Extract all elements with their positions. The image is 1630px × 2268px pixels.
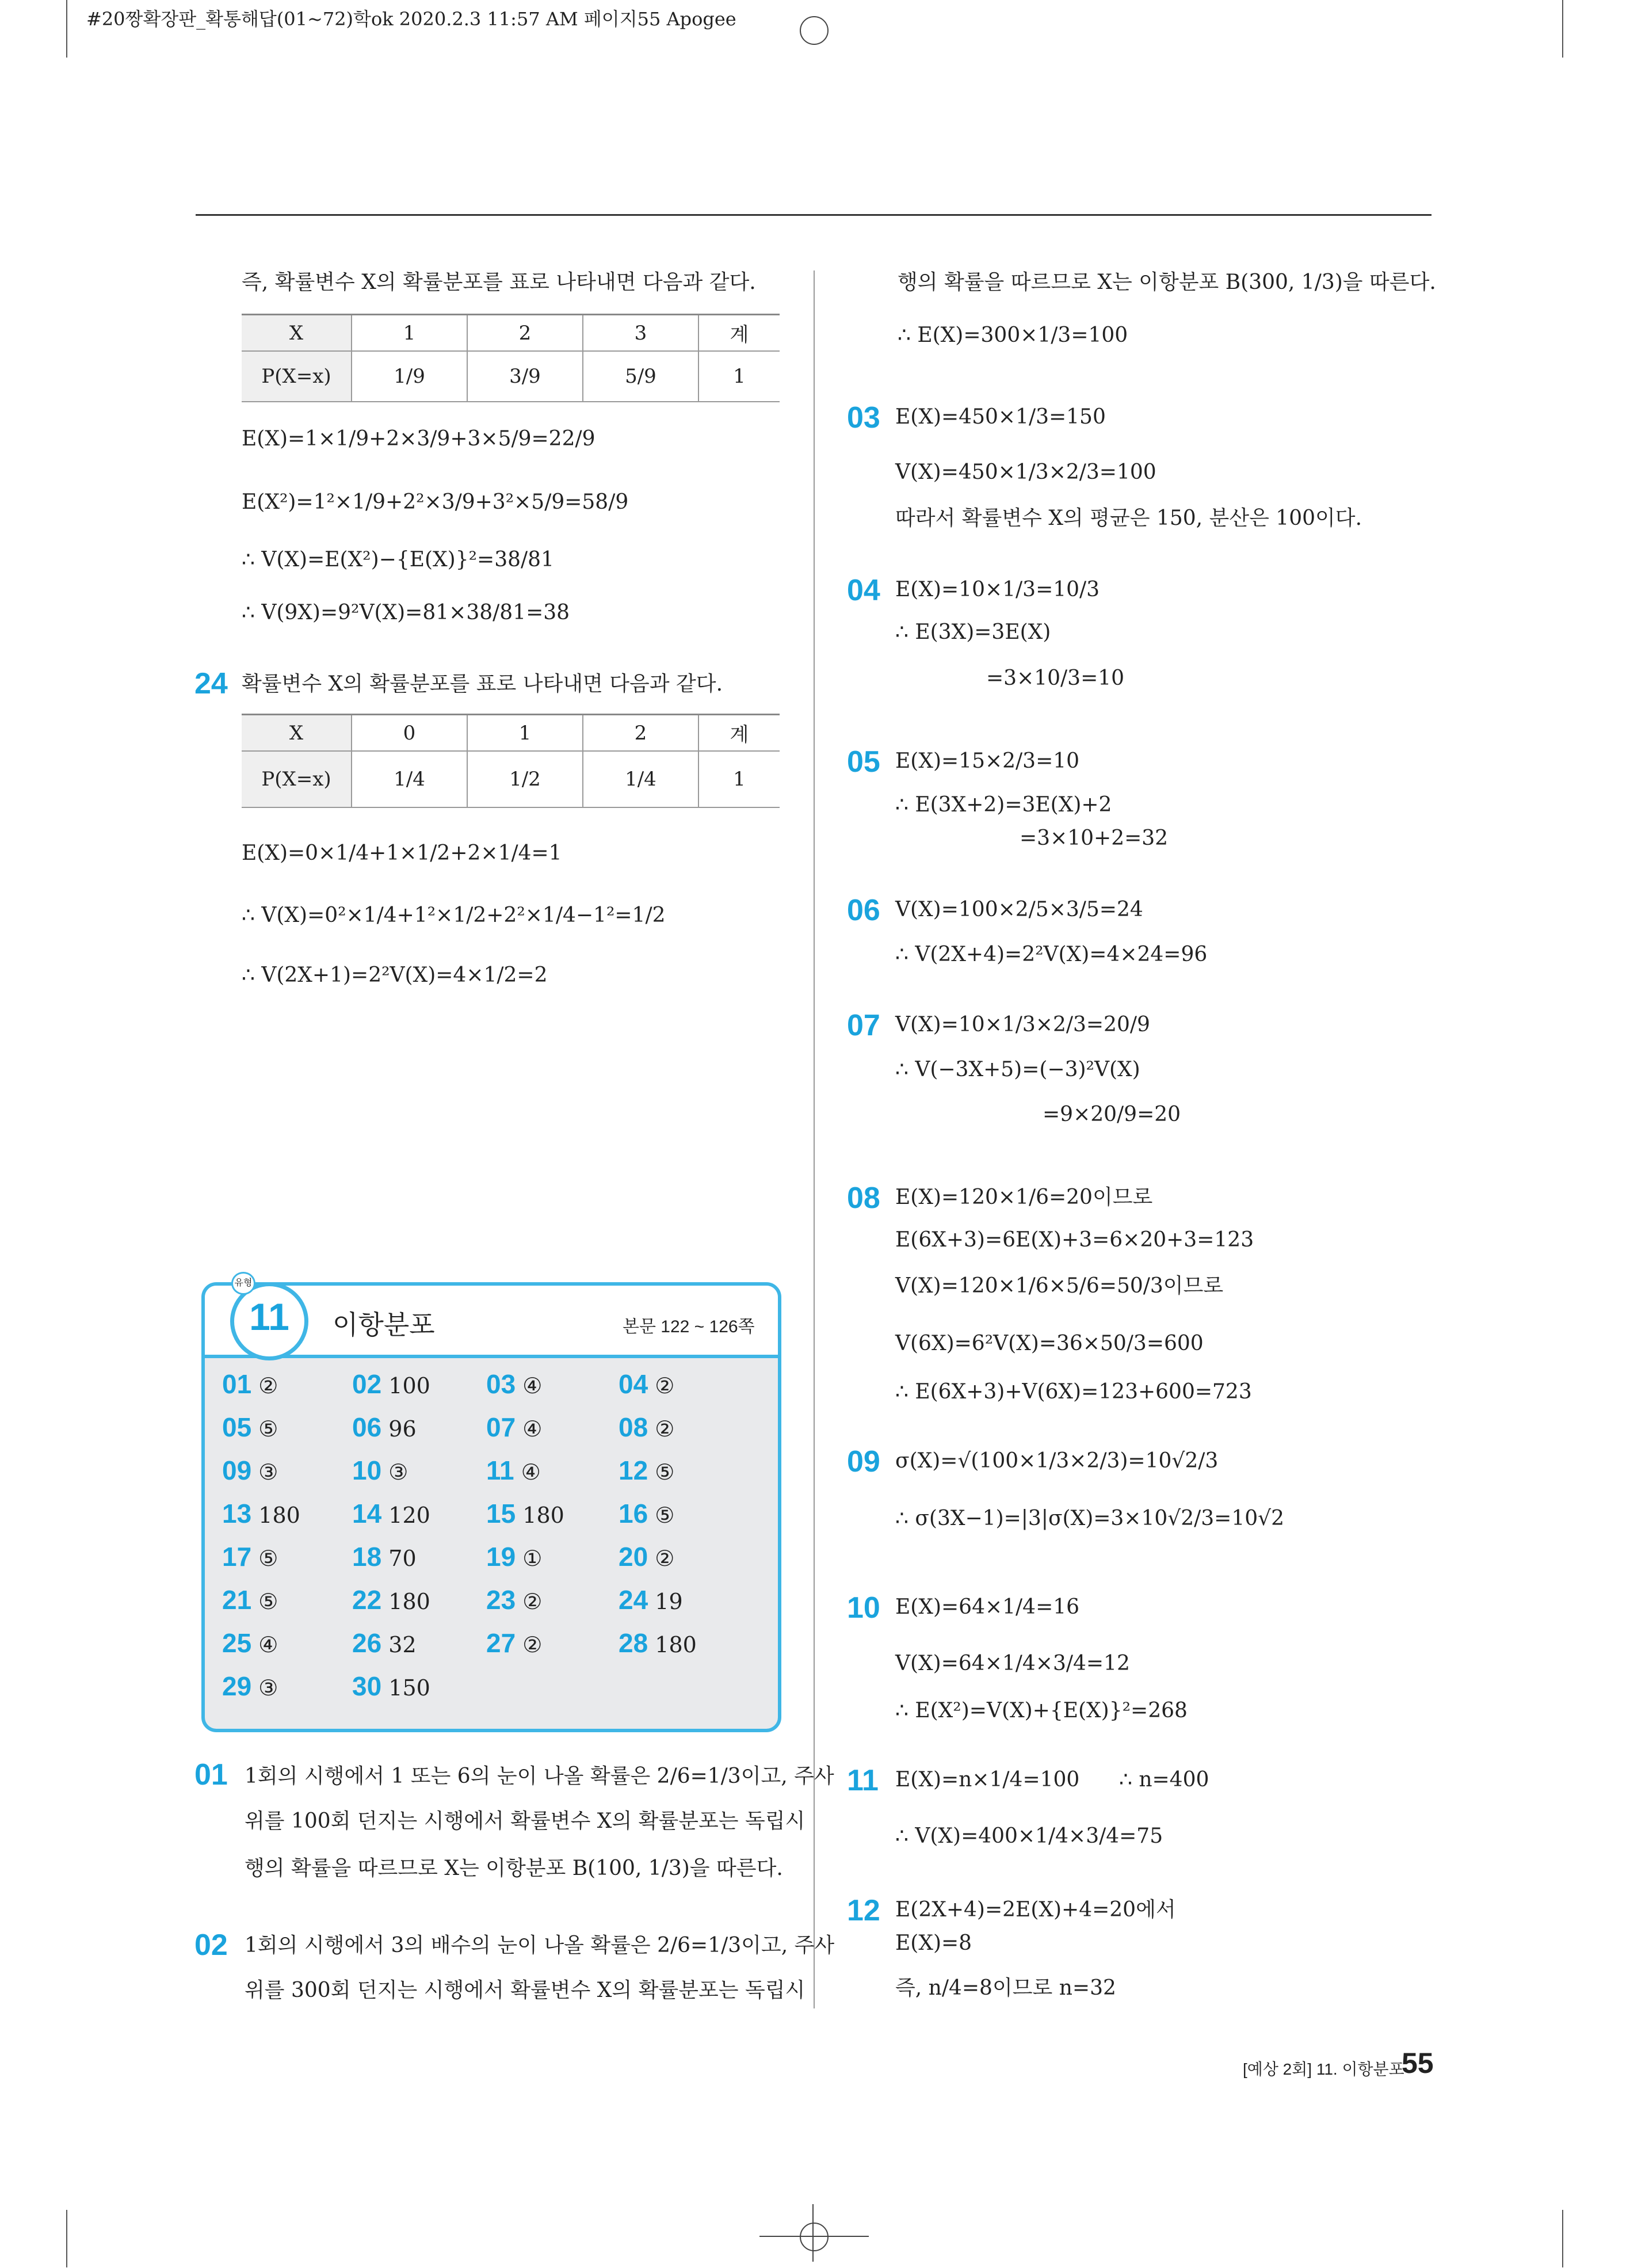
answer-item: 09 ③ [222, 1455, 278, 1485]
answer-item: 30 150 [352, 1671, 430, 1701]
table-cell: P(X=x) [242, 751, 352, 807]
answer-item: 20 ② [619, 1542, 675, 1572]
problem-number: 08 [847, 1181, 880, 1215]
table-cell: 1/4 [583, 751, 698, 807]
distribution-table-2 [242, 714, 780, 808]
solution-text: V(X)=10×1/3×2/3=20/9 [895, 1013, 1150, 1036]
solution-text: 위를 300회 던지는 시행에서 확률변수 X의 확률분포는 독립시 [245, 1979, 806, 2002]
equation: ∴ V(X)=0²×1/4+1²×1/2+2²×1/4−1²=1/2 [242, 904, 666, 927]
unit-title: 이항분포 [333, 1310, 435, 1340]
solution-text: ∴ σ(3X−1)=|3|σ(X)=3×10√2/3=10√2 [895, 1507, 1284, 1530]
table-cell: 1/4 [352, 751, 467, 807]
unit-page-ref: 본문 122 ~ 126쪽 [623, 1317, 755, 1336]
answer-item: 24 19 [619, 1585, 683, 1615]
problem-number: 03 [847, 401, 880, 434]
unit-tag: 유형 [231, 1272, 255, 1295]
solution-text: V(X)=450×1/3×2/3=100 [895, 460, 1156, 484]
solution-text: ∴ E(3X+2)=3E(X)+2 [895, 793, 1112, 817]
equation: ∴ V(X)=E(X²)−{E(X)}²=38/81 [242, 548, 554, 571]
solution-text: 즉, n/4=8이므로 n=32 [895, 1976, 1116, 2000]
solution-text: E(X)=15×2/3=10 [895, 749, 1080, 773]
problem-number: 11 [847, 1764, 879, 1797]
solution-text: E(X)=450×1/3=150 [895, 405, 1106, 429]
solution-text: 1회의 시행에서 3의 배수의 눈이 나올 확률은 2/6=1/3이고, 주사 [245, 1934, 835, 1957]
solution-text: =3×10+2=32 [1020, 826, 1169, 850]
answer-item: 01 ② [222, 1369, 278, 1399]
registration-mark [800, 16, 829, 45]
answer-item: 25 ④ [222, 1628, 278, 1658]
solution-text: V(X)=100×2/5×3/5=24 [895, 898, 1143, 921]
table-cell: 1 [698, 351, 780, 402]
solution-text: ∴ V(2X+4)=2²V(X)=4×24=96 [895, 943, 1208, 966]
crop-mark [66, 0, 67, 58]
intro-text: 즉, 확률변수 X의 확률분포를 표로 나타내면 다음과 같다. [242, 270, 756, 294]
answer-item: 17 ⑤ [222, 1542, 278, 1572]
table-cell: X [242, 715, 352, 752]
table-cell: 0 [352, 715, 467, 752]
top-rule [196, 214, 1432, 216]
table-cell: 2 [583, 715, 698, 752]
solution-text: V(X)=120×1/6×5/6=50/3이므로 [895, 1274, 1224, 1298]
solution-text: E(X)=120×1/6=20이므로 [895, 1186, 1153, 1209]
answer-item: 03 ④ [486, 1369, 543, 1399]
table-cell: 계 [698, 715, 780, 752]
solution-text: V(6X)=6²V(X)=36×50/3=600 [895, 1332, 1204, 1355]
answer-item: 18 70 [352, 1542, 417, 1572]
problem-number: 06 [847, 894, 880, 927]
table-cell: 3 [583, 315, 698, 352]
problem-number: 12 [847, 1894, 880, 1927]
solution-text: 위를 100회 던지는 시행에서 확률변수 X의 확률분포는 독립시 [245, 1809, 806, 1833]
answer-item: 11 ④ [486, 1455, 541, 1485]
solution-text: 1회의 시행에서 1 또는 6의 눈이 나올 확률은 2/6=1/3이고, 주사 [245, 1764, 834, 1788]
solution-text: E(X)=n×1/4=100 ∴ n=400 [895, 1768, 1209, 1791]
answer-item: 06 96 [352, 1412, 417, 1442]
answer-item: 07 ④ [486, 1412, 543, 1442]
table-cell: 1 [352, 315, 467, 352]
problem-number: 07 [847, 1009, 880, 1042]
answer-item: 10 ③ [352, 1455, 409, 1485]
solution-text: ∴ E(6X+3)+V(6X)=123+600=723 [895, 1380, 1252, 1404]
answer-item: 02 100 [352, 1369, 430, 1399]
table-cell: 1/2 [467, 751, 583, 807]
solution-text: ∴ V(−3X+5)=(−3)²V(X) [895, 1058, 1140, 1081]
solution-text: E(2X+4)=2E(X)+4=20에서 [895, 1898, 1176, 1922]
problem-number: 24 [194, 667, 228, 700]
answer-item: 26 32 [352, 1628, 417, 1658]
answer-item: 29 ③ [222, 1671, 278, 1701]
solution-text: =3×10/3=10 [986, 666, 1125, 690]
solution-text: σ(X)=√(100×1/3×2/3)=10√2/3 [895, 1449, 1219, 1473]
table-cell: P(X=x) [242, 351, 352, 402]
solution-text: E(X)=10×1/3=10/3 [895, 578, 1100, 601]
answer-item: 23 ② [486, 1585, 543, 1615]
table-cell: X [242, 315, 352, 352]
equation: E(X)=0×1/4+1×1/2+2×1/4=1 [242, 841, 562, 865]
answer-item: 22 180 [352, 1585, 430, 1615]
equation: ∴ V(2X+1)=2²V(X)=4×1/2=2 [242, 963, 548, 987]
equation: E(X²)=1²×1/9+2²×3/9+3²×5/9=58/9 [242, 490, 629, 514]
registration-line [759, 2236, 869, 2237]
answer-item: 15 180 [486, 1499, 564, 1528]
table-cell: 5/9 [583, 351, 698, 402]
problem-number: 05 [847, 745, 880, 779]
solution-text: ∴ E(3X)=3E(X) [895, 620, 1051, 644]
answer-item: 21 ⑤ [222, 1585, 278, 1615]
problem-number: 10 [847, 1591, 880, 1625]
table-cell: 3/9 [467, 351, 583, 402]
problem-number: 01 [194, 1758, 228, 1791]
solution-text: ∴ V(X)=400×1/4×3/4=75 [895, 1824, 1163, 1848]
solution-text: 따라서 확률변수 X의 평균은 150, 분산은 100이다. [895, 506, 1362, 530]
crop-mark [1562, 0, 1563, 58]
solution-text: ∴ E(X)=300×1/3=100 [898, 323, 1128, 347]
answer-item: 14 120 [352, 1499, 430, 1528]
column-divider [814, 270, 815, 2008]
solution-text: E(X)=64×1/4=16 [895, 1595, 1080, 1619]
page-number: 55 [1402, 2047, 1434, 2079]
header-slug: #20짱확장판_확통해답(01~72)학ok 2020.2.3 11:57 AM 페이지55 Apogee [86, 8, 736, 30]
answer-item: 27 ② [486, 1628, 543, 1658]
answer-item: 28 180 [619, 1628, 697, 1658]
problem-number: 04 [847, 574, 880, 607]
distribution-table-1 [242, 314, 780, 402]
equation: ∴ V(9X)=9²V(X)=81×38/81=38 [242, 601, 570, 624]
problem-text: 확률변수 X의 확률분포를 표로 나타내면 다음과 같다. [242, 672, 723, 696]
answer-item: 04 ② [619, 1369, 675, 1399]
problem-number: 02 [194, 1928, 228, 1962]
unit-number: 11 [249, 1295, 289, 1338]
solution-text: E(X)=8 [895, 1931, 972, 1955]
answer-item: 08 ② [619, 1412, 675, 1442]
answer-item: 05 ⑤ [222, 1412, 278, 1442]
solution-text: =9×20/9=20 [1043, 1103, 1181, 1126]
footer-section: [예상 2회] 11. 이항분포 [1243, 2060, 1404, 2078]
answer-item: 19 ① [486, 1542, 543, 1572]
solution-text: 행의 확률을 따르므로 X는 이항분포 B(300, 1/3)을 따른다. [898, 270, 1436, 294]
answer-item: 13 180 [222, 1499, 300, 1528]
solution-text: E(6X+3)=6E(X)+3=6×20+3=123 [895, 1228, 1254, 1252]
table-cell: 1 [467, 715, 583, 752]
equation: E(X)=1×1/9+2×3/9+3×5/9=22/9 [242, 427, 595, 451]
table-cell: 2 [467, 315, 583, 352]
answer-item: 12 ⑤ [619, 1455, 675, 1485]
answer-item: 16 ⑤ [619, 1499, 675, 1528]
registration-mark [800, 2223, 829, 2251]
solution-text: V(X)=64×1/4×3/4=12 [895, 1652, 1130, 1675]
problem-number: 09 [847, 1445, 880, 1478]
table-cell: 1/9 [352, 351, 467, 402]
solution-text: 행의 확률을 따르므로 X는 이항분포 B(100, 1/3)을 따른다. [245, 1857, 783, 1880]
table-cell: 계 [698, 315, 780, 352]
solution-text: ∴ E(X²)=V(X)+{E(X)}²=268 [895, 1699, 1188, 1722]
crop-mark [1562, 2210, 1563, 2267]
crop-mark [66, 2210, 67, 2267]
registration-line [812, 2204, 814, 2262]
table-cell: 1 [698, 751, 780, 807]
